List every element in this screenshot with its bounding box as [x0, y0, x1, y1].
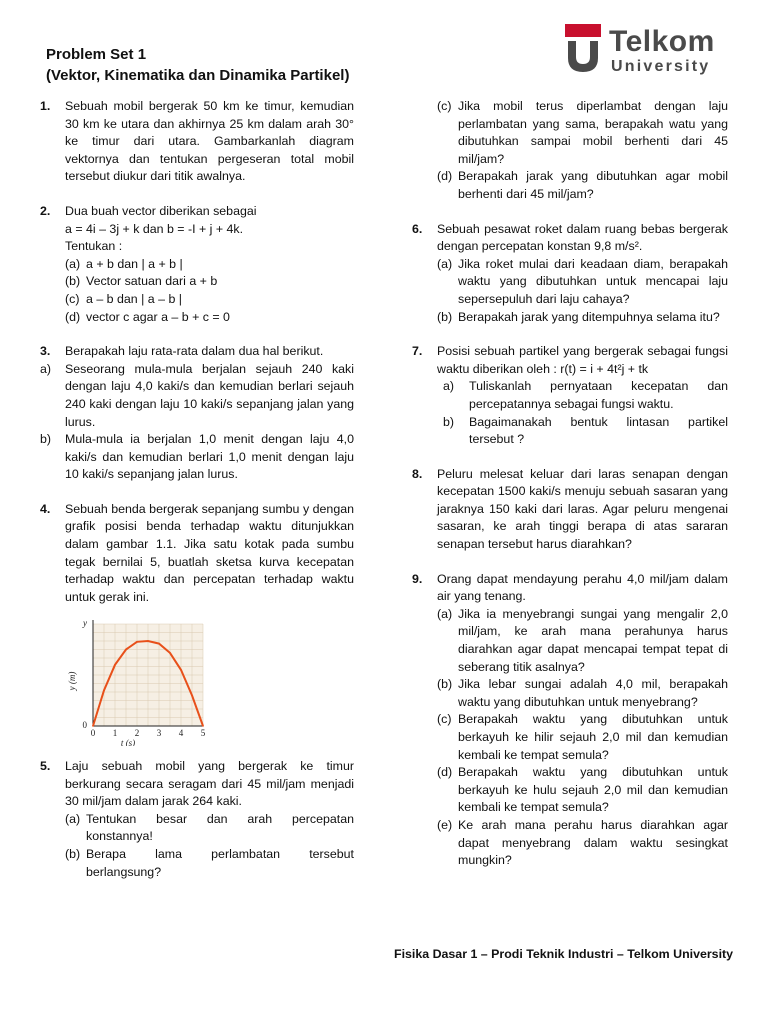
problem-5	[40, 758, 354, 881]
telkom-logo-icon	[565, 24, 601, 76]
data-point	[158, 643, 160, 645]
x-tick-label: 0	[90, 728, 96, 739]
problem-number: 7.	[412, 344, 423, 359]
sub-item: (b) Berapakah jarak yang ditempuhnya selama itu?	[437, 309, 720, 324]
problem-1	[40, 98, 354, 186]
problem-number: 6.	[412, 221, 423, 236]
data-point	[125, 649, 127, 651]
problem-8	[412, 466, 728, 554]
problem-text: Peluru melesat keluar dari laras senapan dengan kecepatan 1500 kaki/s menuju sebuah sasaran yang jaraknya 150 kaki dari laras. Agar peluru mengenai sasaran, ke arah tinggi berapa di atas sararan senapan tersebut harus diarahkan?	[437, 466, 728, 552]
data-point	[180, 670, 182, 672]
problem-6	[412, 221, 728, 327]
data-point	[169, 653, 171, 655]
problem-9	[412, 571, 728, 870]
x-tick-label: 3	[156, 728, 162, 739]
problem-7	[412, 343, 728, 449]
problem-text: Berapakah laju rata-rata dalam dua hal berikut.	[65, 344, 324, 359]
x-tick-label: 2	[134, 728, 140, 739]
problem-number: 2.	[40, 203, 51, 218]
data-point	[103, 690, 105, 692]
page-footer: Fisika Dasar 1 – Prodi Teknik Industri – Telkom University	[394, 947, 734, 961]
telkom-university-logo	[565, 24, 725, 80]
sub-item: a) Seseorang mula-mula berjalan sejauh 240 kaki dengan laju 4,0 kaki/s dan kemudian berlari sejauh 240 kaki dengan laju 10 kaki/s sepanjang jalan yang lurus.	[40, 361, 354, 429]
problem-text: Laju sebuah mobil yang bergerak ke timur berkurang secara seragam dari 45 mil/jam menjadi 30 mil/jam dalam jarak 264 kaki.	[65, 759, 354, 809]
sub-item: (e) Ke arah mana perahu harus diarahkan agar dapat menyebrang dalam waktu sesingkat mungkin?	[437, 817, 728, 868]
sub-item: (c) a – b dan | a – b |	[65, 291, 182, 306]
sub-item: (a) Jika ia menyebrangi sungai yang mengalir 2,0 mil/jam, ke arah mana perahunya harus diarahkan agar dapat mencapai tempat tepat di seberang titik asalnya?	[437, 606, 728, 674]
problem-3	[40, 343, 354, 484]
page-header	[46, 44, 376, 86]
problem-set-subtitle: (Vektor, Kinematika dan Dinamika Partikel)	[46, 67, 350, 84]
sub-item: (a) Jika roket mulai dari keadaan diam, berapakah waktu yang dibutuhkan untuk mencapai laju sepersepuluh dari laju cahaya?	[437, 256, 728, 306]
problem-number: 1.	[40, 99, 51, 113]
problem-vectors: a = 4i – 3j + k dan b = -I + j + 4k.	[65, 221, 244, 236]
y-axis-symbol: y	[83, 618, 87, 629]
data-point	[191, 695, 193, 697]
sub-item: a) Tuliskanlah pernyataan kecepatan dan percepatannya sebagai fungsi waktu.	[443, 379, 728, 411]
problem-number: 8.	[412, 466, 423, 481]
problem-number: 5.	[40, 759, 51, 774]
sub-item: (d) Berapakah waktu yang dibutuhkan untuk berkayuh ke hulu sejauh 2,0 mil dan kemudian kembali ke tempat semula?	[437, 765, 728, 815]
x-tick-label: 1	[112, 728, 118, 739]
sub-item: (d) vector c agar a – b + c = 0	[65, 309, 230, 324]
problem-number: 3.	[40, 344, 51, 359]
position-time-graph	[61, 614, 211, 746]
x-tick-label: 4	[178, 728, 184, 739]
logo-word-university: University	[611, 58, 711, 75]
sub-item: (a) a + b dan | a + b |	[65, 256, 183, 271]
problem-text: Sebuah pesawat roket dalam ruang bebas bergerak dengan percepatan konstan 9,8 m/s².	[437, 221, 728, 254]
data-point	[202, 726, 204, 728]
sub-item: (c) Berapakah waktu yang dibutuhkan untuk berkayuh ke hilir sejauh 2,0 mil dan kemudian kembali ke tempat semula?	[437, 712, 728, 762]
sub-item: (c) Jika mobil terus diperlambat dengan laju perlambatan yang sama, berapakah watu yang dibutuhkan sampai mobil berhenti dari 45 mil/jam?	[437, 99, 728, 166]
sub-item: b) Bagaimanakah bentuk lintasan partikel tersebut ?	[443, 414, 728, 447]
problem-text: Sebuah benda bergerak sepanjang sumbu y dengan grafik posisi benda terhadap waktu ditunjukkan dalam gambar 1.1. Jika satu kotak pada sumbu tegak bernilai 5, buatlah sketsa kurva kecepatan terhadap waktu dan percepatan terhadap waktu untuk gerak ini.	[65, 501, 354, 604]
x-tick-label: 5	[200, 728, 206, 739]
problem-text: Posisi sebuah partikel yang bergerak sebagai fungsi waktu diberikan oleh : r(t) = i + 4t²j + tk	[437, 344, 728, 376]
data-point	[92, 726, 94, 728]
right-column	[412, 98, 728, 870]
data-point	[147, 641, 149, 643]
y-axis-label: y (m)	[67, 672, 77, 691]
sub-item: (a) Tentukan besar dan arah percepatan konstannya!	[65, 811, 354, 844]
sub-item: (b) Berapa lama perlambatan tersebut berlangsung?	[65, 847, 354, 879]
problem-number: 4.	[40, 501, 51, 516]
problem-prompt: Tentukan :	[65, 239, 123, 254]
problem-5-continued	[412, 98, 728, 204]
problem-set-title: Problem Set 1	[46, 46, 147, 63]
problem-4	[40, 501, 354, 752]
data-point	[114, 664, 116, 666]
problem-number: 9.	[412, 571, 423, 586]
data-point	[136, 641, 138, 643]
sub-item: (b) Vector satuan dari a + b	[65, 274, 218, 289]
logo-word-telkom: Telkom	[609, 25, 715, 58]
problem-text: Dua buah vector diberikan sebagai	[65, 203, 257, 218]
sub-item: (b) Jika lebar sungai adalah 4,0 mil, berapakah waktu yang dibutuhkan untuk menyebrang?	[437, 677, 728, 709]
sub-item: (d) Berapakah jarak yang dibutuhkan agar mobil berhenti dari 45 mil/jam?	[437, 169, 728, 201]
sub-item: b) Mula-mula ia berjalan 1,0 menit dengan laju 4,0 kaki/s dan kemudian berlari 1,0 menit dengan laju 10 kaki/s sepanjang jalan lurus.	[40, 432, 354, 482]
problem-2	[40, 203, 354, 326]
left-column	[40, 98, 354, 881]
y-origin-label: 0	[82, 720, 87, 731]
problem-text: Sebuah mobil bergerak 50 km ke timur, kemudian 30 km ke utara dan akhirnya 25 km dalam arah 30° ke timur dari utara. Gambarkanlah diagram vektornya dan tentukan pergeseran total mobil tersebut diukur dari titik awalnya.	[65, 99, 354, 184]
problem-text: Orang dapat mendayung perahu 4,0 mil/jam dalam air yang tenang.	[437, 571, 728, 604]
x-axis-label: t (s)	[120, 738, 136, 747]
